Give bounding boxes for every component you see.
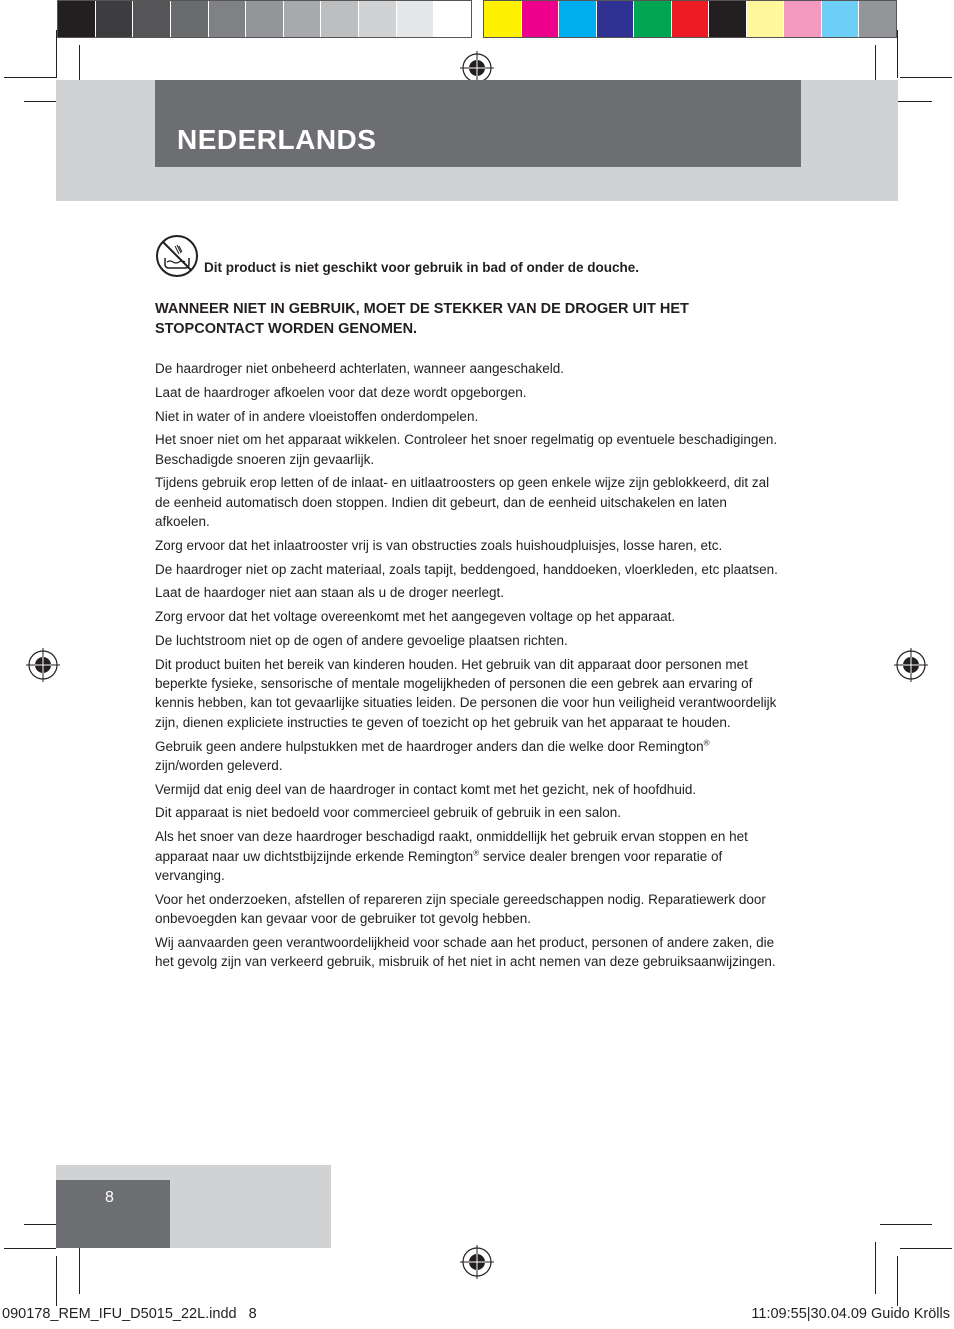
registration-mark-icon — [26, 648, 60, 682]
color-swatch — [397, 1, 435, 37]
crop-mark — [4, 77, 56, 78]
crop-mark — [900, 77, 952, 78]
crop-mark — [875, 1242, 876, 1294]
warning-text: Dit product is niet geschikt voor gebruik in bad of onder de douche. — [204, 260, 640, 275]
color-swatch — [597, 1, 635, 37]
color-swatch — [96, 1, 134, 37]
file-slug: 090178_REM_IFU_D5015_22L.indd 8 — [2, 1306, 257, 1322]
color-swatch — [209, 1, 247, 37]
timestamp-slug: 11:09:55|30.04.09 Guido Krölls — [751, 1306, 950, 1322]
color-swatch — [434, 1, 471, 37]
crop-mark — [897, 30, 898, 78]
color-swatch — [58, 1, 96, 37]
color-swatch — [672, 1, 710, 37]
crop-mark — [897, 1256, 898, 1306]
instruction-paragraph: Laat de haardroger afkoelen voor dat deze wordt opgeborgen. — [155, 384, 527, 400]
color-swatch — [859, 1, 896, 37]
color-bar-left — [57, 0, 472, 38]
bath-warning — [155, 234, 639, 278]
color-swatch — [321, 1, 359, 37]
instruction-paragraph: Wij aanvaarden geen verantwoordelijkheid voor schade aan het product, personen of andere zaken, die het gevolg zijn van verkeerd gebruik, misbruik of het niet in acht nemen van deze gebruiksaanwijzingen. — [155, 934, 776, 970]
instruction-paragraph: Laat de haardoger niet aan staan als u de droger neerlegt. — [155, 585, 505, 601]
color-swatch — [359, 1, 397, 37]
instruction-paragraph: De luchtstroom niet op de ogen of andere gevoelige plaatsen richten. — [155, 633, 568, 649]
instruction-paragraph: Tijdens gebruik erop letten of de inlaat- en uitlaatroosters op geen enkele wijze zijn geblokkeerd, dit zal de eenheid automatisch doen stoppen. Indien dit gebeurt, dan de eenheid uitschakelen en laten afkoelen. — [155, 475, 770, 530]
color-swatch — [747, 1, 785, 37]
crop-mark — [900, 1248, 952, 1249]
instruction-paragraph: Dit apparaat is niet bedoeld voor commercieel gebruik of gebruik in een salon. — [155, 805, 622, 821]
registration-mark-icon — [894, 648, 928, 682]
instruction-paragraph: Vermijd dat enig deel van de haardroger in contact komt met het gezicht, nek of hoofdhuid. — [155, 781, 697, 797]
color-bar-right — [483, 0, 897, 38]
crop-mark — [4, 1248, 56, 1249]
color-swatch — [709, 1, 747, 37]
unplug-warning: WANNEER NIET IN GEBRUIK, MOET DE STEKKER VAN DE DROGER UIT HET STOPCONTACT WORDEN GENOMEN. — [155, 301, 689, 337]
color-swatch — [784, 1, 822, 37]
color-swatch — [133, 1, 171, 37]
instruction-paragraph: Zorg ervoor dat het voltage overeenkomt met het aangegeven voltage op het apparaat. — [155, 609, 676, 625]
crop-mark — [56, 1256, 57, 1306]
safety-instructions — [155, 359, 780, 976]
instruction-paragraph: De haardroger niet onbeheerd achterlaten, wanneer aangeschakeld. — [155, 361, 565, 376]
color-swatch — [559, 1, 597, 37]
color-swatch — [634, 1, 672, 37]
instruction-paragraph: De haardroger niet op zacht materiaal, zoals tapijt, beddengoed, handdoeken, vloerkleden, etc plaatsen. — [155, 561, 778, 577]
color-swatch — [822, 1, 860, 37]
instruction-paragraph: Gebruik geen andere hulpstukken met de haardroger anders dan die welke door Remington® zijn/worden geleverd. — [155, 738, 710, 773]
crop-mark — [79, 1242, 80, 1294]
instruction-paragraph: Als het snoer van deze haardroger beschadigd raakt, onmiddellijk het gebruik ervan stoppen en het apparaat naar uw dichtstbijzijnde erkende Remington® service dealer brengen voor reparatie of vervanging. — [155, 829, 748, 883]
instruction-paragraph: Het snoer niet om het apparaat wikkelen. Controleer het snoer regelmatig op eventuele beschadigingen. Beschadigde snoeren zijn gevaarlijk. — [155, 432, 778, 467]
header-title-box — [155, 80, 801, 167]
instruction-paragraph: Dit product buiten het bereik van kinderen houden. Het gebruik van dit apparaat door personen met beperkte fysieke, sensorische of mentale mogelijkheden of personen die een gebrek aan ervaring of kennis hebben, kan tot gevaarlijke situaties leiden. De personen die voor hun veiligheid verantwoordelijk zijn, dienen expliciete instructies te geven of toezicht op het gebruik van het apparaat te houden. — [155, 656, 777, 730]
crop-mark — [880, 1224, 932, 1225]
page-number-box — [56, 1180, 170, 1248]
color-swatch — [171, 1, 209, 37]
color-swatch — [246, 1, 284, 37]
no-bath-shower-icon — [155, 234, 199, 278]
instruction-paragraph: Zorg ervoor dat het inlaatrooster vrij is van obstructies zoals huishoudpluisjes, losse haren, etc. — [155, 537, 723, 553]
color-swatch — [484, 1, 522, 37]
color-swatch — [284, 1, 322, 37]
page-number: 8 — [105, 1189, 114, 1206]
crop-mark — [56, 30, 57, 78]
instruction-paragraph: Niet in water of in andere vloeistoffen onderdompelen. — [155, 408, 479, 424]
color-swatch — [522, 1, 560, 37]
registration-mark-icon — [460, 1245, 494, 1279]
page-title: NEDERLANDS — [177, 124, 377, 155]
instruction-paragraph: Voor het onderzoeken, afstellen of repareren zijn speciale gereedschappen nodig. Reparatiewerk door onbevoegden kan gevaar voor de gebruiker tot gevolg hebben. — [155, 891, 766, 926]
